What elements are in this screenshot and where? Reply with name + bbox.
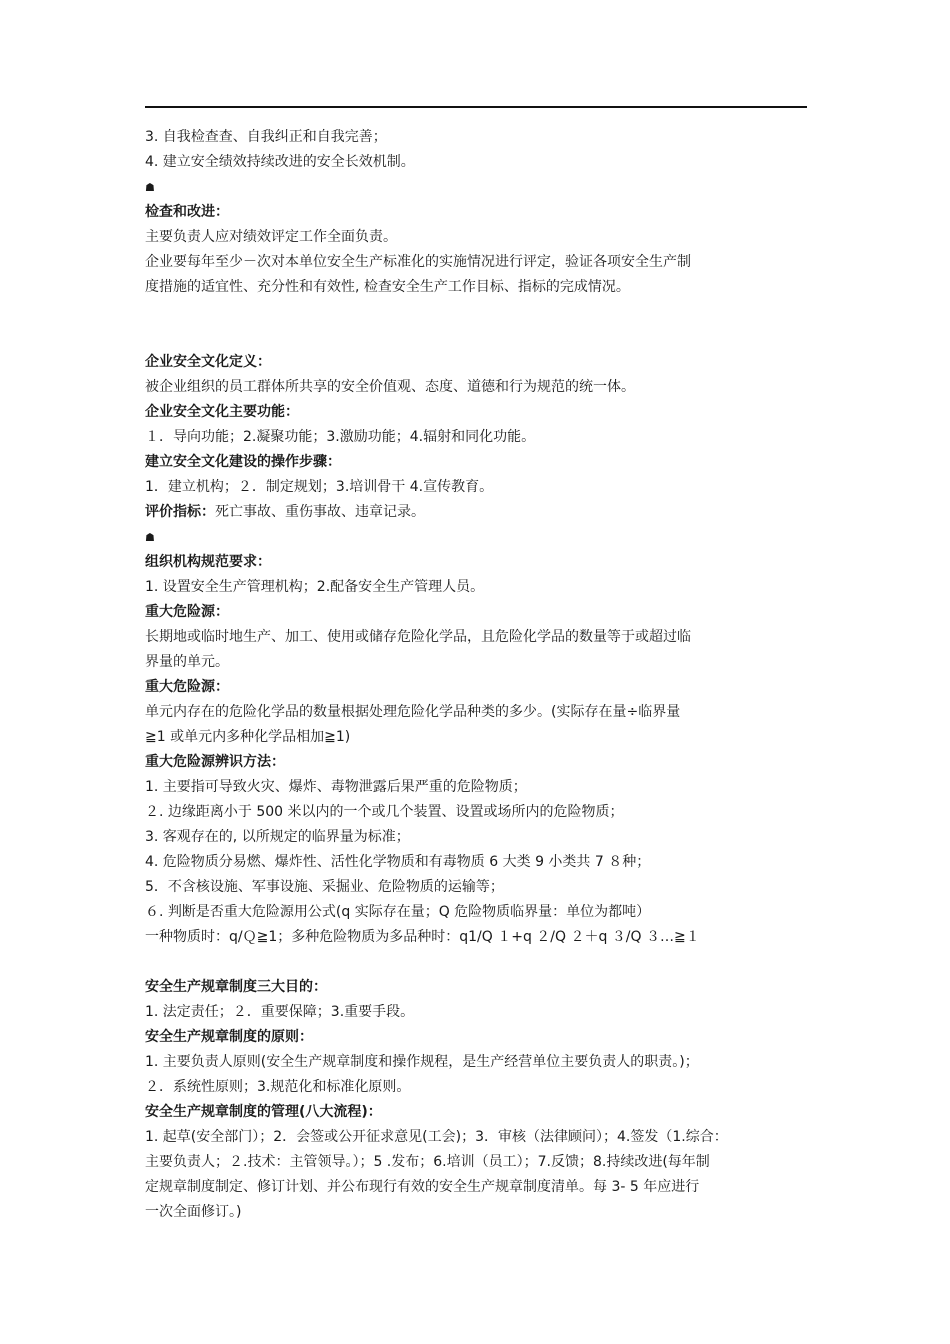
paragraph — [145, 500, 815, 525]
paragraph: １．导向功能；2.凝聚功能；3.激励功能；4.辐射和同化功能。 — [145, 429, 536, 445]
list-item: 3. 客观存在的, 以所规定的临界量为标准； — [145, 829, 410, 845]
paragraph: 企业要每年至少－次对本单位安全生产标准化的实施情况进行评定，验证各项安全生产制 — [145, 254, 691, 270]
list-item: 4. 建立安全绩效持续改进的安全长效机制。 — [145, 154, 415, 170]
list-item: 3. 自我检查查、自我纠正和自我完善； — [145, 129, 387, 145]
paragraph: 度措施的适宜性、充分性和有效性, 检查安全生产工作目标、指标的完成情况。 — [145, 279, 630, 295]
bullet-icon: ☗ — [145, 181, 155, 194]
paragraph: 长期地或临时地生产、加工、使用或储存危险化学品，且危险化学品的数量等于或超过临 — [145, 629, 691, 645]
paragraph: 一次全面修订。) — [145, 1204, 242, 1220]
bullet-icon: ☗ — [145, 531, 155, 544]
section-heading: 建立安全文化建设的操作步骤： — [145, 454, 341, 470]
section-heading: 重大危险源辨识方法： — [145, 754, 285, 770]
paragraph: 被企业组织的员工群体所共享的安全价值观、态度、道德和行为规范的统一体。 — [145, 379, 635, 395]
eval-label: 评价指标： — [145, 504, 215, 520]
section-heading: 重大危险源： — [145, 604, 229, 620]
paragraph: 主要负责人；２.技术：主管领导。）；5 .发布；6.培训（员工）；7.反馈；8.持续改进(每年制 — [145, 1154, 710, 1170]
header-rule — [145, 106, 807, 108]
section-heading: 安全生产规章制度的原则： — [145, 1029, 313, 1045]
list-item: 5．不含核设施、军事设施、采掘业、危险物质的运输等； — [145, 879, 504, 895]
spacer — [145, 950, 815, 975]
eval-text: 死亡事故、重伤事故、违章记录。 — [215, 504, 425, 520]
paragraph: ≧1 或单元内多种化学品相加≧1) — [145, 729, 351, 745]
paragraph: 界量的单元。 — [145, 654, 229, 670]
section-heading: 重大危险源： — [145, 679, 229, 695]
paragraph: 1．建立机构；２．制定规划；3.培训骨干 4.宣传教育。 — [145, 479, 494, 495]
paragraph: 定规章制度制定、修订计划、并公布现行有效的安全生产规章制度清单。每 3- 5 年应进行 — [145, 1179, 700, 1195]
paragraph: ２．系统性原则；3.规范化和标准化原则。 — [145, 1079, 411, 1095]
paragraph: 1. 法定责任；２．重要保障；3.重要手段。 — [145, 1004, 415, 1020]
spacer — [145, 300, 815, 350]
paragraph: 1. 设置安全生产管理机构；2.配备安全生产管理人员。 — [145, 579, 485, 595]
section-heading: 检查和改进： — [145, 204, 229, 220]
list-item: ６. 判断是否重大危险源用公式(q 实际存在量；Q 危险物质临界量：单位为都吨） — [145, 904, 651, 920]
paragraph: 1. 起草(安全部门）；2．会签或公开征求意见(工会)；3．审核（法律顾问）；4.签发（1.综合： — [145, 1129, 728, 1145]
section-heading: 企业安全文化定义： — [145, 354, 271, 370]
section-heading: 安全生产规章制度的管理(八大流程)： — [145, 1104, 382, 1120]
section-heading: 组织机构规范要求： — [145, 554, 271, 570]
list-item: ２. 边缘距离小于 500 米以内的一个或几个装置、设置或场所内的危险物质； — [145, 804, 624, 820]
paragraph: 1. 主要负责人原则(安全生产规章制度和操作规程，是生产经营单位主要负责人的职责。)； — [145, 1054, 699, 1070]
section-heading: 安全生产规章制度三大目的： — [145, 979, 327, 995]
paragraph: 单元内存在的危险化学品的数量根据处理危险化学品种类的多少。(实际存在量÷临界量 — [145, 704, 681, 720]
paragraph: 主要负责人应对绩效评定工作全面负责。 — [145, 229, 397, 245]
document-body — [145, 125, 815, 1225]
list-item: 1. 主要指可导致火灾、爆炸、毒物泄露后果严重的危险物质； — [145, 779, 527, 795]
list-item: 一种物质时：q/Ｑ≧1；多种危险物质为多品种时：q1/Q １+q ２/Q ２＋q ３/Q ３…≧１ — [145, 929, 700, 945]
section-heading: 企业安全文化主要功能： — [145, 404, 299, 420]
list-item: 4. 危险物质分易燃、爆炸性、活性化学物质和有毒物质 6 大类 9 小类共 7 ８种； — [145, 854, 651, 870]
